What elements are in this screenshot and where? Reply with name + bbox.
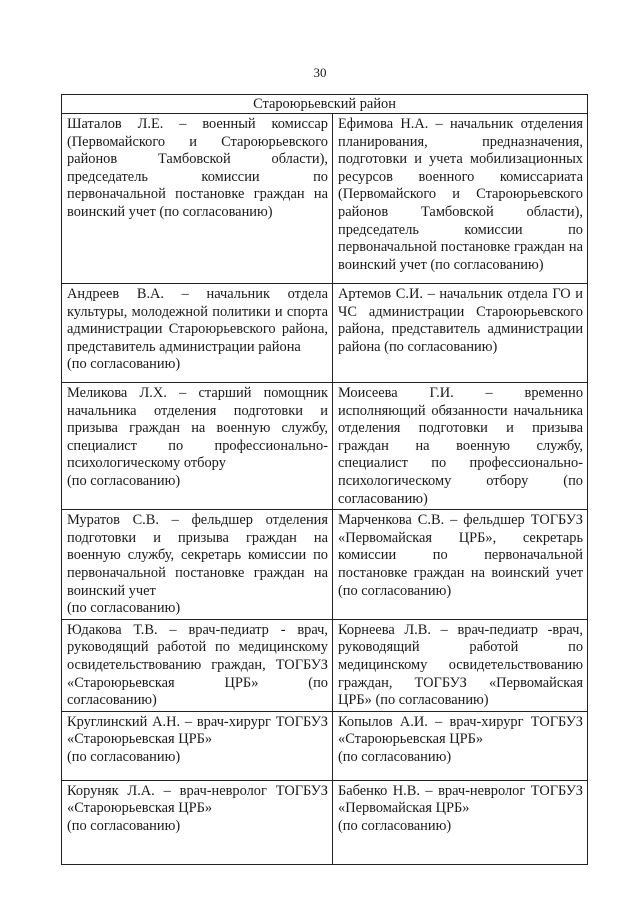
reserve-member-cell (333, 711, 588, 780)
primary-member-text: Муратов С.В. – фельдшер отделения подготовки и призыва граждан на военную службу, секретарь комиссии по первоначальной постановке граждан на воинский учет (по согласованию) (67, 512, 328, 617)
reserve-member-cell (333, 510, 588, 620)
reserve-member-text: Копылов А.И. – врач-хирург ТОГБУЗ «Староюрьевская ЦРБ» (по согласованию) (338, 713, 584, 765)
table-row (62, 780, 588, 864)
region-header: Староюрьевский район (62, 95, 588, 114)
region-header-row (62, 95, 588, 114)
reserve-member-cell (333, 383, 588, 510)
table-row (62, 114, 588, 284)
reserve-member-text: Артемов С.И. – начальник отдела ГО и ЧС администрации Староюрьевского района, представитель администрации района (по согласованию) (338, 286, 584, 355)
table-row (62, 711, 588, 780)
primary-member-cell (62, 510, 333, 620)
primary-member-cell (62, 284, 333, 383)
primary-member-cell (62, 780, 333, 864)
primary-member-cell (62, 114, 333, 284)
primary-member-text: Круглинский А.Н. – врач-хирург ТОГБУЗ «Староюрьевская ЦРБ» (по согласованию) (67, 713, 328, 765)
reserve-member-text: Корнеева Л.В. – врач-педиатр -врач, руководящий работой по медицинскому освидетельствованию граждан, ТОГБУЗ «Первомайская ЦРБ» (по согласованию) (338, 621, 584, 709)
table-row (62, 383, 588, 510)
primary-member-text: Коруняк Л.А. – врач-невролог ТОГБУЗ «Староюрьевская ЦРБ» (по согласованию) (67, 782, 328, 834)
table-row (62, 619, 588, 711)
primary-member-text: Шаталов Л.Е. – военный комиссар (Первомайского и Староюрьевского районов Тамбовской области), председатель комиссии по первоначальной постановке граждан на воинский учет (по согласованию) (67, 116, 328, 220)
primary-member-text: Андреев В.А. – начальник отдела культуры, молодежной политики и спорта администрации Староюрьевского района, представитель администрации района (по согласованию) (67, 286, 328, 373)
table-row (62, 510, 588, 620)
reserve-member-cell (333, 114, 588, 284)
reserve-member-text: Моисеева Г.И. – временно исполняющий обязанности начальника отделения подготовки и призыва граждан на военную службу, специалист по профессионально-психологическому отбору (по согласованию) (338, 385, 584, 507)
reserve-member-cell (333, 619, 588, 711)
commission-members-table (61, 94, 588, 865)
page-number: 30 (313, 65, 327, 80)
reserve-member-cell (333, 780, 588, 864)
primary-member-text: Меликова Л.Х. – старший помощник начальника отделения подготовки и призыва граждан на военную службу, специалист по профессионально-психологическому отбору (по согласованию) (67, 385, 328, 489)
reserve-member-text: Ефимова Н.А. – начальник отделения планирования, предназначения, подготовки и учета мобилизационных ресурсов военного комиссариата (Первомайского и Староюрьевского районов Тамбовской области), председатель комиссии по первоначальной постановке граждан на воинский учет (по согласованию) (338, 116, 584, 273)
primary-member-cell (62, 711, 333, 780)
reserve-member-cell (333, 284, 588, 383)
reserve-member-text: Бабенко Н.В. – врач-невролог ТОГБУЗ «Первомайская ЦРБ» (по согласованию) (338, 782, 584, 834)
primary-member-cell (62, 383, 333, 510)
primary-member-cell (62, 619, 333, 711)
primary-member-text: Юдакова Т.В. – врач-педиатр - врач, руководящий работой по медицинскому освидетельствованию граждан, ТОГБУЗ «Староюрьевская ЦРБ» (по согласованию) (67, 621, 328, 709)
table-row (62, 284, 588, 383)
reserve-member-text: Марченкова С.В. – фельдшер ТОГБУЗ «Первомайская ЦРБ», секретарь комиссии по первоначальной постановке граждан на воинский учет (по согласованию) (338, 512, 584, 599)
